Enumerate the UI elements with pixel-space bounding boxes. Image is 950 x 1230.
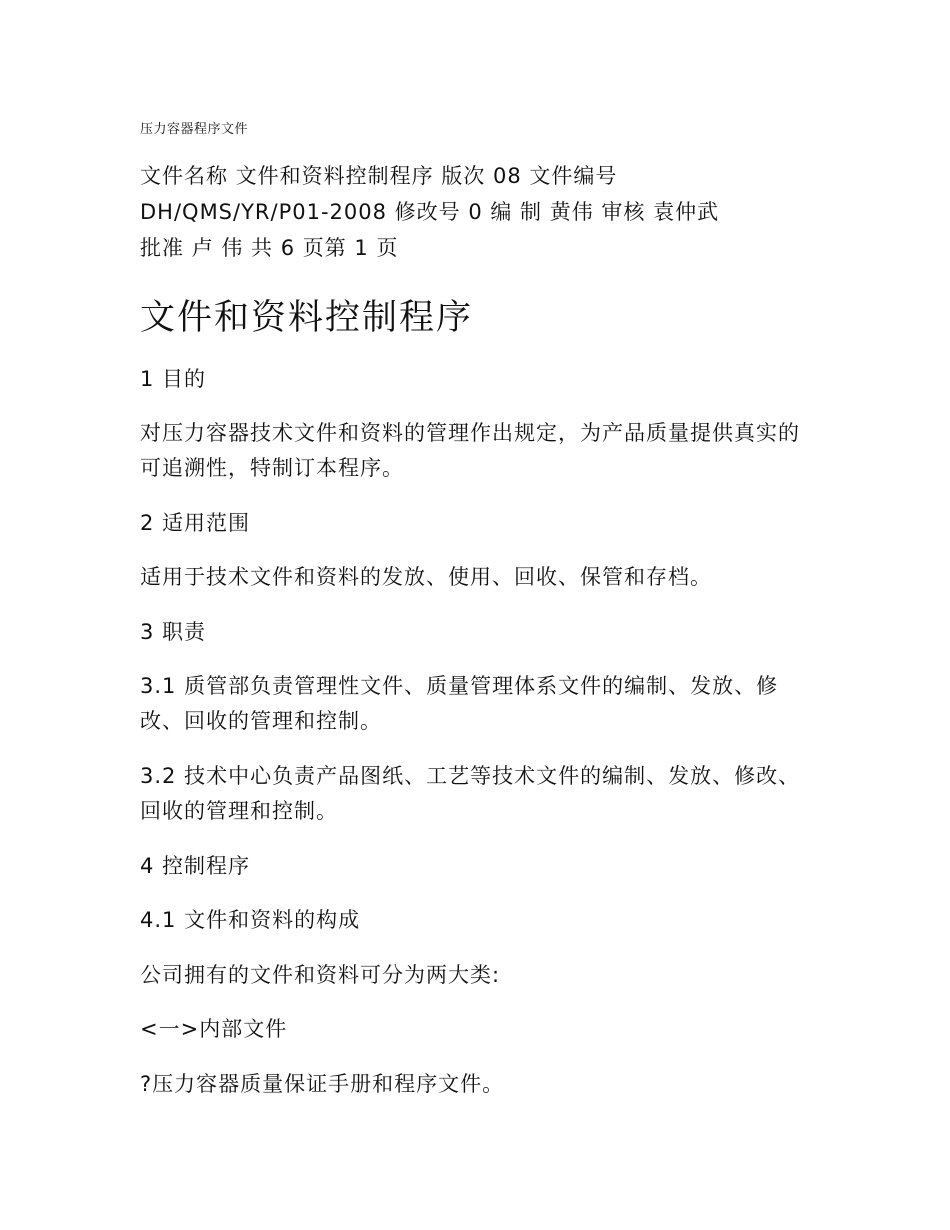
section-3-1: 3.1 质管部负责管理性文件、质量管理体系文件的编制、发放、修改、回收的管理和控制。 <box>140 674 779 733</box>
section-4-heading: 4 控制程序 <box>140 854 251 878</box>
section-2-heading: 2 适用范围 <box>140 511 251 535</box>
document-meta-block <box>140 158 820 266</box>
section-4-1-internal-docs: <一>内部文件 <box>140 1017 288 1041</box>
meta-line-2: DH/QMS/YR/P01-2008 修改号 0 编 制 黄伟 审核 袁仲武 <box>140 200 720 224</box>
section-1-heading: 1 目的 <box>140 367 207 391</box>
section-4-1-item-1: ?压力容器质量保证手册和程序文件。 <box>140 1072 505 1096</box>
section-4-1-heading: 4.1 文件和资料的构成 <box>140 908 361 932</box>
document-type-header: 压力容器程序文件 <box>140 122 249 137</box>
section-2-body: 适用于技术文件和资料的发放、使用、回收、保管和存档。 <box>140 565 712 589</box>
meta-line-1: 文件名称 文件和资料控制程序 版次 08 文件编号 <box>140 164 618 188</box>
section-1-body: 对压力容器技术文件和资料的管理作出规定，为产品质量提供真实的可追溯性，特制订本程序。 <box>140 421 800 480</box>
meta-line-3: 批准 卢 伟 共 6 页第 1 页 <box>140 236 399 260</box>
section-3-2: 3.2 技术中心负责产品图纸、工艺等技术文件的编制、发放、修改、回收的管理和控制。 <box>140 764 801 823</box>
section-4-1-body: 公司拥有的文件和资料可分为两大类: <box>140 963 501 987</box>
section-3-heading: 3 职责 <box>140 620 207 644</box>
document-title: 文件和资料控制程序 <box>140 298 474 338</box>
